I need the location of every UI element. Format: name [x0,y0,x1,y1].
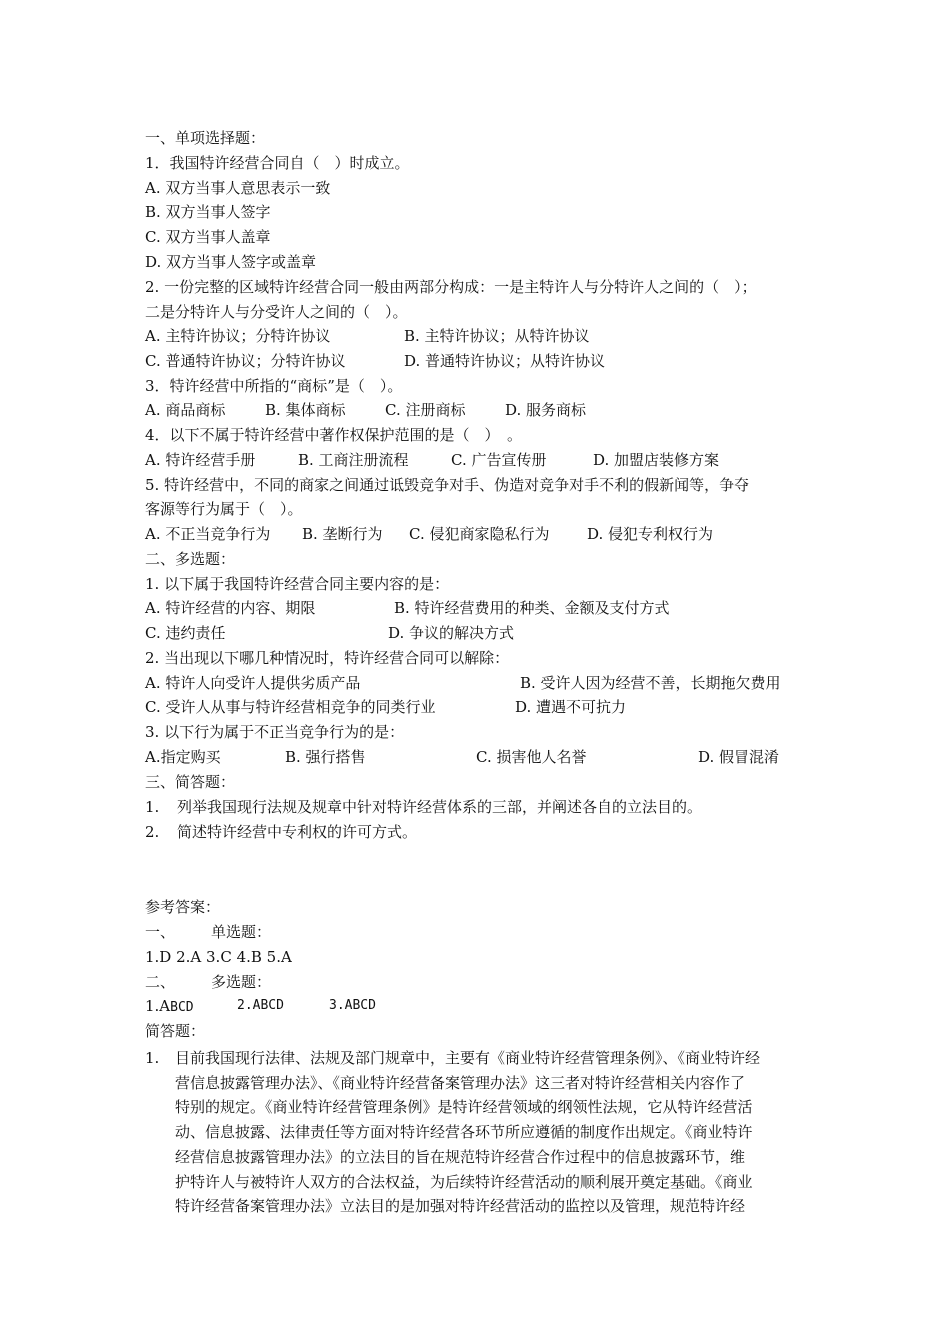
option-a: A. 商品商标 [145,401,226,419]
section-heading-single: 一、单项选择题： [145,129,266,147]
option-a: A. 特许经营手册 [145,451,256,469]
answer-short-1-number: 1. [145,1049,160,1067]
option-c: C. 双方当事人盖章 [145,228,271,246]
section-heading-short: 三、简答题： [145,773,236,791]
answer-line: 特别的规定。《商业特许经营管理条例》是特许经营领域的纲领性法规，它从特许经营活 [175,1098,753,1117]
option-c: C. 广告宣传册 [451,451,547,469]
answers-title: 参考答案： [145,898,221,916]
answers-multi-label: 多选题： [211,973,272,991]
answers-short-heading: 简答题： [145,1022,206,1040]
option-d: D. 争议的解决方式 [388,624,515,642]
answer-multi-2: 2.ABCD [237,998,284,1013]
question-stem: 4．以下不属于特许经营中著作权保护范围的是（ ） 。 [145,426,523,444]
answer-line: 动、信息披露、法律责任等方面对特许经营各环节所应遵循的制度作出规定。《商业特许 [175,1123,753,1142]
answer-line: 特许经营备案管理办法》立法目的是加强对特许经营活动的监控以及管理，规范特许经 [175,1197,746,1216]
short-question-number: 1. [145,798,160,816]
option-a: A. 不正当竞争行为 [145,525,271,543]
question-stem-cont: 二是分特许人与分受许人之间的（ ）。 [145,303,408,321]
answers-single-number: 一、 [145,923,176,941]
option-c: C. 违约责任 [145,624,226,642]
option-c: C. 普通特许协议；分特许协议 [145,352,346,370]
option-b: B. 集体商标 [265,401,346,419]
answer-line: 护特许人与被特许人双方的合法权益，为后续特许经营活动的顺利展开奠定基础。《商业 [175,1172,753,1191]
answer-multi-1 [145,996,194,1018]
question-stem-cont: 客源等行为属于（ ）。 [145,500,303,518]
question-stem: 5. 特许经营中，不同的商家之间通过诋毁竞争对手、伪造对竞争对手不利的假新闻等，争夺 [145,476,750,494]
answer-multi-1-rest: BCD [170,1000,194,1015]
short-question-text: 简述特许经营中专利权的许可方式。 [177,823,418,841]
answer-multi-1-prefix: 1.A [145,997,171,1015]
answer-line: 营信息披露管理办法》、《商业特许经营备案管理办法》这三者对特许经营相关内容作了 [175,1073,746,1092]
answer-multi-3: 3.ABCD [329,998,376,1013]
option-d: D. 双方当事人签字或盖章 [145,253,317,271]
option-b: B. 垄断行为 [302,525,383,543]
section-heading-multi: 二、多选题： [145,550,236,568]
option-a: A. 特许经营的内容、期限 [145,599,316,617]
option-b: B. 工商注册流程 [298,451,409,469]
answer-short-1-paragraph [175,1046,815,1219]
short-question-text: 列举我国现行法规及规章中针对特许经营体系的三部，并阐述各自的立法目的。 [177,798,703,816]
question-stem: 1．我国特许经营合同自（ ）时成立。 [145,154,410,172]
option-d: D. 侵犯专利权行为 [587,525,714,543]
answer-line: 经营信息披露管理办法》的立法目的旨在规范特许经营合作过程中的信息披露环节，维 [175,1147,746,1166]
question-stem: 1. 以下属于我国特许经营合同主要内容的是： [145,575,450,593]
option-a: A. 特许人向受许人提供劣质产品 [145,674,361,692]
answers-multi-number: 二、 [145,973,176,991]
option-d: D. 遭遇不可抗力 [515,698,627,716]
question-stem: 3. 以下行为属于不正当竞争行为的是： [145,723,405,741]
option-c: C. 侵犯商家隐私行为 [409,525,550,543]
answers-single-label: 单选题： [211,923,272,941]
option-d: D. 服务商标 [505,401,587,419]
option-d: D. 假冒混淆 [698,748,780,766]
option-c: C. 注册商标 [385,401,466,419]
question-stem: 3．特许经营中所指的“商标”是（ ）。 [145,377,403,395]
option-a: A. 主特许协议；分特许协议 [145,327,331,345]
option-b: B. 双方当事人签字 [145,203,271,221]
option-a: A. 双方当事人意思表示一致 [145,179,331,197]
option-b: B. 主特许协议；从特许协议 [404,327,590,345]
option-b: B. 受许人因为经营不善，长期拖欠费用 [520,674,781,692]
option-d: D. 普通特许协议；从特许协议 [404,352,606,370]
answer-line: 目前我国现行法律、法规及部门规章中，主要有《商业特许经营管理条例》、《商业特许经 [175,1049,761,1067]
option-d: D. 加盟店装修方案 [593,451,720,469]
answers-single-values: 1.D 2.A 3.C 4.B 5.A [145,948,292,966]
question-stem: 2. 一份完整的区域特许经营合同一般由两部分构成：一是主特许人与分特许人之间的（ ）； [145,278,757,296]
short-question-number: 2. [145,823,160,841]
option-c: C. 受许人从事与特许经营相竞争的同类行业 [145,698,436,716]
option-c: C. 损害他人名誉 [476,748,587,766]
option-a: A.指定购买 [145,748,221,766]
question-stem: 2. 当出现以下哪几种情况时，特许经营合同可以解除： [145,649,510,667]
option-b: B. 特许经营费用的种类、金额及支付方式 [394,599,670,617]
option-b: B. 强行搭售 [285,748,366,766]
